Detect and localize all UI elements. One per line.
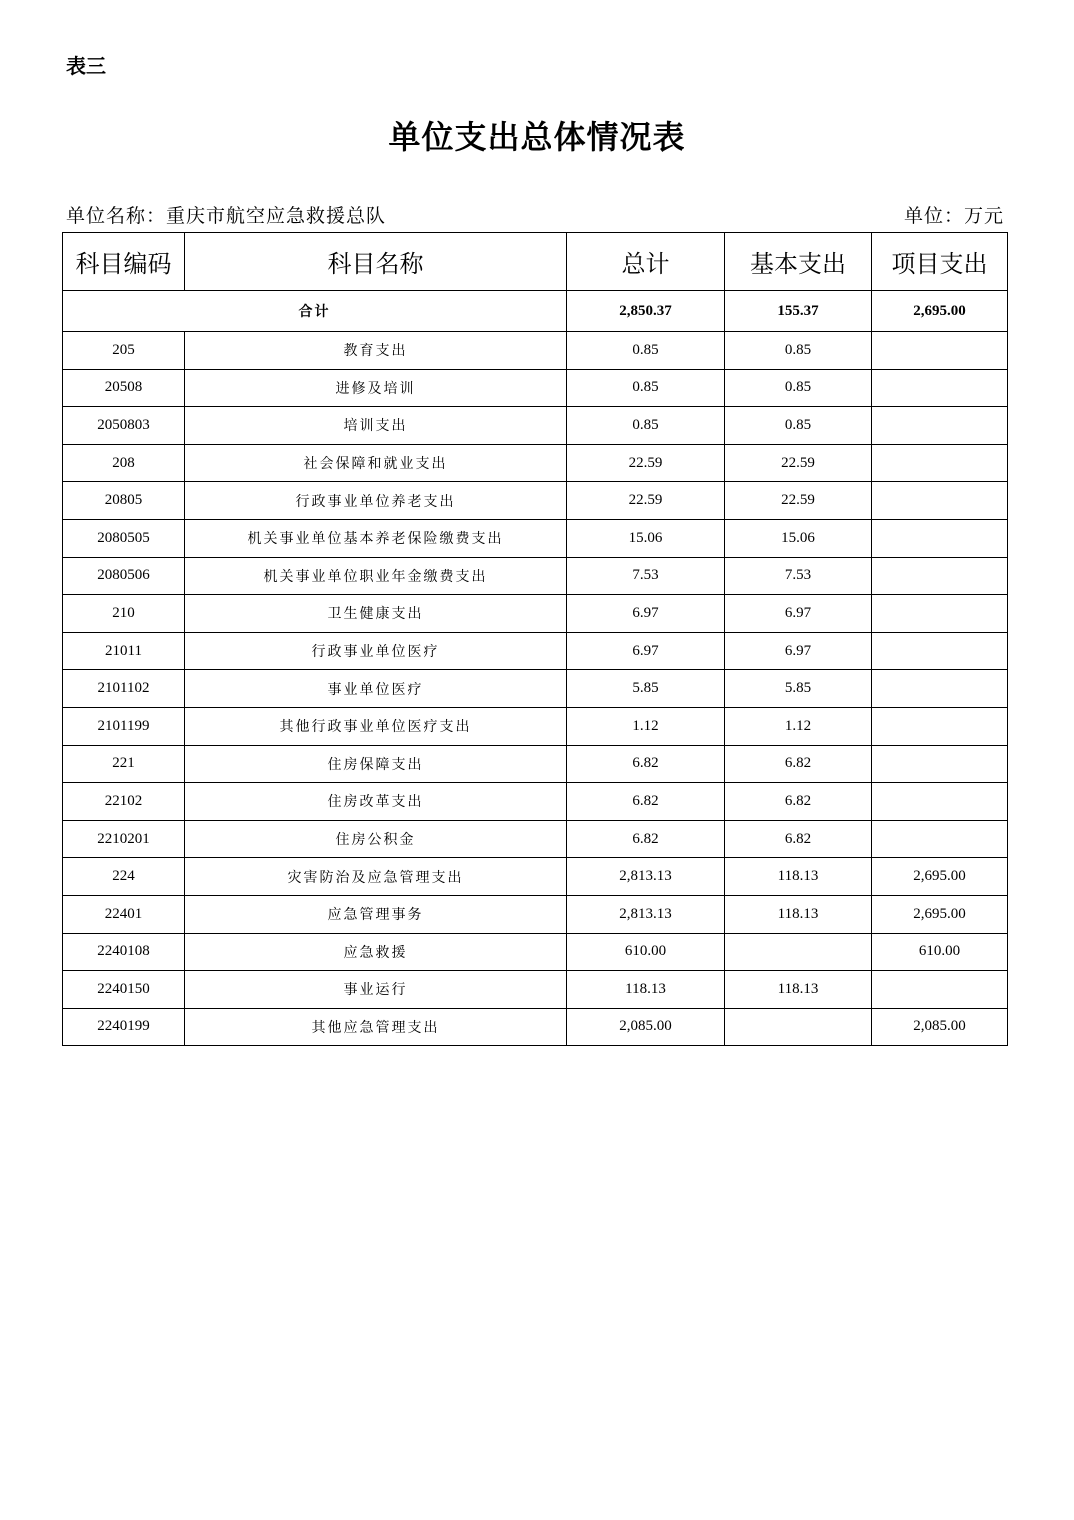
cell-total: 0.85	[567, 369, 725, 407]
cell-total: 15.06	[567, 519, 725, 557]
table-row	[63, 895, 1008, 933]
header-row	[63, 233, 1008, 291]
cell-name: 事业运行	[185, 971, 567, 1009]
table-row	[63, 407, 1008, 445]
table-row	[63, 482, 1008, 520]
header-project: 项目支出	[872, 233, 1008, 291]
cell-project	[872, 595, 1008, 633]
cell-name: 灾害防治及应急管理支出	[185, 858, 567, 896]
table-row	[63, 707, 1008, 745]
table-row	[63, 971, 1008, 1009]
cell-basic: 0.85	[725, 407, 872, 445]
total-label: 合计	[63, 291, 567, 332]
cell-code: 208	[63, 444, 185, 482]
cell-name: 社会保障和就业支出	[185, 444, 567, 482]
table-row	[63, 557, 1008, 595]
cell-code: 22102	[63, 783, 185, 821]
cell-code: 2240108	[63, 933, 185, 971]
cell-total: 6.82	[567, 745, 725, 783]
cell-total: 22.59	[567, 444, 725, 482]
cell-basic: 5.85	[725, 670, 872, 708]
cell-name: 教育支出	[185, 332, 567, 370]
cell-project: 2,085.00	[872, 1008, 1008, 1046]
cell-basic: 7.53	[725, 557, 872, 595]
header-basic: 基本支出	[725, 233, 872, 291]
cell-total: 6.97	[567, 595, 725, 633]
cell-project	[872, 519, 1008, 557]
cell-total: 6.82	[567, 820, 725, 858]
header-name: 科目名称	[185, 233, 567, 291]
cell-basic: 6.97	[725, 595, 872, 633]
cell-project	[872, 444, 1008, 482]
cell-project: 610.00	[872, 933, 1008, 971]
cell-name: 行政事业单位医疗	[185, 632, 567, 670]
cell-project	[872, 820, 1008, 858]
cell-total: 5.85	[567, 670, 725, 708]
cell-total: 2,813.13	[567, 895, 725, 933]
header-code: 科目编码	[63, 233, 185, 291]
cell-basic: 6.82	[725, 820, 872, 858]
cell-project	[872, 745, 1008, 783]
cell-basic: 118.13	[725, 858, 872, 896]
table-row	[63, 519, 1008, 557]
cell-name: 事业单位医疗	[185, 670, 567, 708]
cell-name: 应急管理事务	[185, 895, 567, 933]
cell-name: 其他应急管理支出	[185, 1008, 567, 1046]
cell-code: 205	[63, 332, 185, 370]
total-project: 2,695.00	[872, 291, 1008, 332]
cell-total: 2,813.13	[567, 858, 725, 896]
cell-code: 221	[63, 745, 185, 783]
table-row	[63, 1008, 1008, 1046]
cell-project	[872, 557, 1008, 595]
cell-total: 22.59	[567, 482, 725, 520]
cell-total: 7.53	[567, 557, 725, 595]
cell-name: 机关事业单位职业年金缴费支出	[185, 557, 567, 595]
cell-total: 610.00	[567, 933, 725, 971]
table-row	[63, 632, 1008, 670]
cell-code: 2101199	[63, 707, 185, 745]
cell-basic: 22.59	[725, 444, 872, 482]
cell-basic	[725, 1008, 872, 1046]
cell-project	[872, 670, 1008, 708]
cell-project	[872, 407, 1008, 445]
total-basic: 155.37	[725, 291, 872, 332]
cell-project: 2,695.00	[872, 858, 1008, 896]
table-label: 表三	[66, 54, 106, 78]
cell-code: 2240150	[63, 971, 185, 1009]
cell-basic: 118.13	[725, 971, 872, 1009]
cell-total: 0.85	[567, 332, 725, 370]
total-row	[63, 291, 1008, 332]
cell-name: 进修及培训	[185, 369, 567, 407]
cell-name: 卫生健康支出	[185, 595, 567, 633]
cell-total: 2,085.00	[567, 1008, 725, 1046]
cell-code: 20805	[63, 482, 185, 520]
table-row	[63, 745, 1008, 783]
page-title: 单位支出总体情况表	[388, 118, 686, 156]
cell-project	[872, 971, 1008, 1009]
cell-total: 0.85	[567, 407, 725, 445]
cell-code: 2240199	[63, 1008, 185, 1046]
total-sum: 2,850.37	[567, 291, 725, 332]
cell-basic	[725, 933, 872, 971]
cell-name: 行政事业单位养老支出	[185, 482, 567, 520]
cell-name: 住房改革支出	[185, 783, 567, 821]
cell-project	[872, 632, 1008, 670]
cell-name: 其他行政事业单位医疗支出	[185, 707, 567, 745]
cell-name: 应急救援	[185, 933, 567, 971]
cell-total: 118.13	[567, 971, 725, 1009]
table-row	[63, 595, 1008, 633]
cell-total: 6.97	[567, 632, 725, 670]
unit-of-measure: 单位：万元	[903, 205, 1004, 227]
cell-code: 2101102	[63, 670, 185, 708]
cell-name: 住房保障支出	[185, 745, 567, 783]
cell-project: 2,695.00	[872, 895, 1008, 933]
table-row	[63, 820, 1008, 858]
table-row	[63, 444, 1008, 482]
cell-name: 住房公积金	[185, 820, 567, 858]
cell-basic: 118.13	[725, 895, 872, 933]
expenditure-table	[62, 232, 1008, 1046]
cell-basic: 22.59	[725, 482, 872, 520]
cell-total: 1.12	[567, 707, 725, 745]
cell-basic: 0.85	[725, 332, 872, 370]
cell-code: 20508	[63, 369, 185, 407]
cell-code: 2080505	[63, 519, 185, 557]
cell-name: 培训支出	[185, 407, 567, 445]
table-row	[63, 369, 1008, 407]
cell-code: 210	[63, 595, 185, 633]
cell-basic: 6.82	[725, 745, 872, 783]
cell-project	[872, 707, 1008, 745]
cell-total: 6.82	[567, 783, 725, 821]
cell-project	[872, 482, 1008, 520]
cell-code: 2050803	[63, 407, 185, 445]
cell-code: 2210201	[63, 820, 185, 858]
cell-code: 224	[63, 858, 185, 896]
cell-name: 机关事业单位基本养老保险缴费支出	[185, 519, 567, 557]
cell-project	[872, 332, 1008, 370]
cell-basic: 15.06	[725, 519, 872, 557]
unit-name: 单位名称：重庆市航空应急救援总队	[66, 205, 387, 227]
cell-code: 2080506	[63, 557, 185, 595]
table-row	[63, 933, 1008, 971]
cell-basic: 0.85	[725, 369, 872, 407]
cell-code: 22401	[63, 895, 185, 933]
cell-project	[872, 369, 1008, 407]
table-row	[63, 332, 1008, 370]
table-row	[63, 858, 1008, 896]
header-total: 总计	[567, 233, 725, 291]
cell-code: 21011	[63, 632, 185, 670]
cell-basic: 1.12	[725, 707, 872, 745]
cell-basic: 6.97	[725, 632, 872, 670]
table-row	[63, 783, 1008, 821]
table-row	[63, 670, 1008, 708]
cell-basic: 6.82	[725, 783, 872, 821]
cell-project	[872, 783, 1008, 821]
